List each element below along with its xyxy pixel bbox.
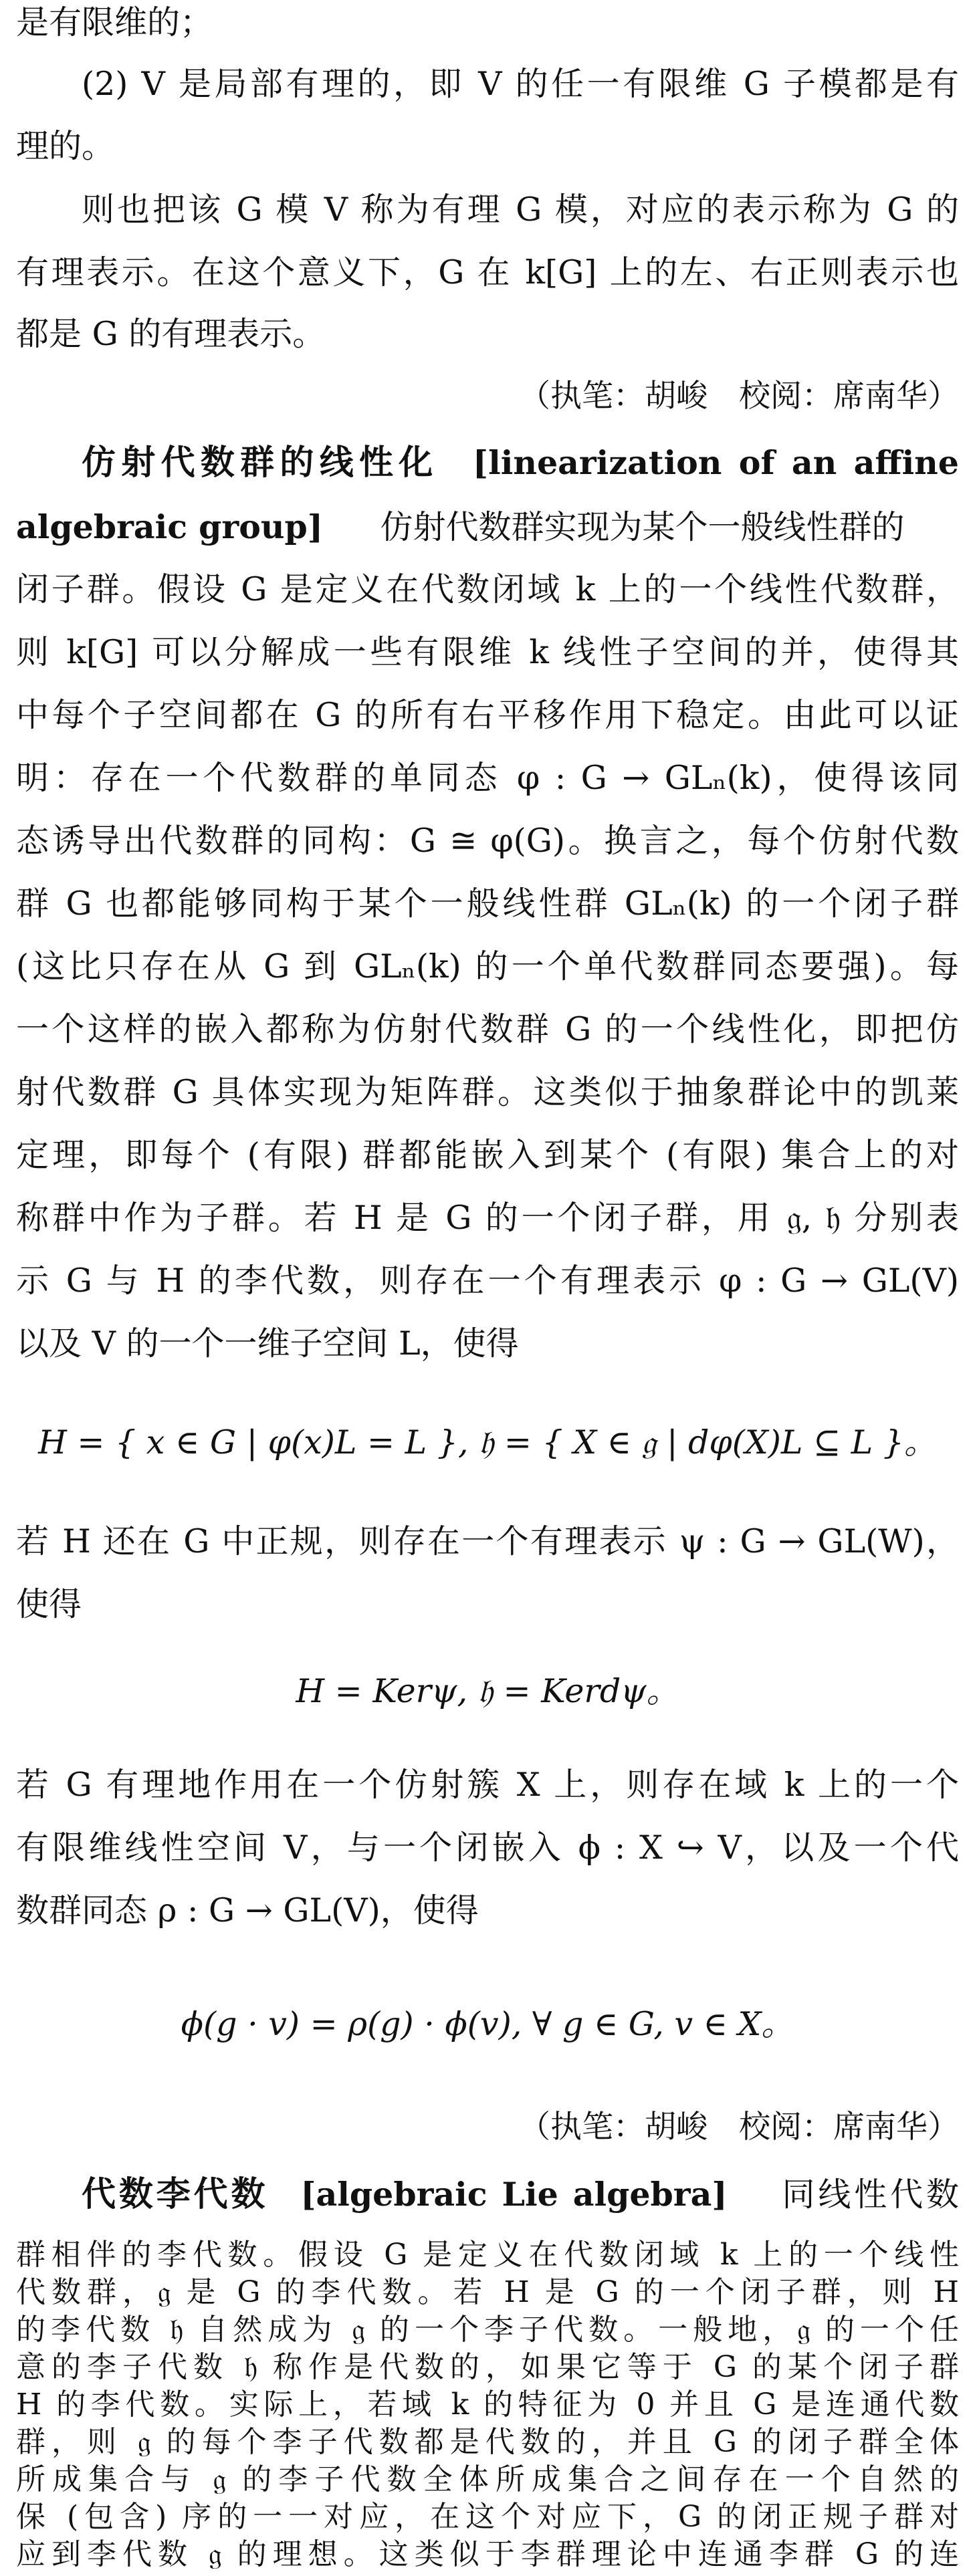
entry-heading bbox=[82, 2174, 959, 2214]
text-line: 一个这样的嵌入都称为仿射代数群 G 的一个线性化，即把仿 bbox=[16, 1010, 959, 1048]
text-span: 同线性代数 bbox=[782, 2176, 959, 2214]
text-line: 理的。 bbox=[16, 127, 115, 165]
text-line: 应到李代数 𝔤 的理想。这类似于李群理论中连通李群 G 的连 bbox=[16, 2537, 959, 2571]
entry-title-en-cont: algebraic group] bbox=[16, 507, 323, 546]
entry-title-en: [linearization of an affine bbox=[472, 443, 959, 482]
display-formula: ϕ(g · v) = ρ(g) · ϕ(v), ∀ g ∈ G, v ∈ X。 bbox=[181, 2005, 794, 2043]
entry-title-zh: 代数李代数 bbox=[82, 2175, 269, 2214]
text-line bbox=[16, 507, 959, 547]
text-line: 若 H 还在 G 中正规，则存在一个有理表示 ψ : G → GL(W)， bbox=[16, 1522, 959, 1560]
text-line: 明：存在一个代数群的单同态 φ : G → GLₙ(k)，使得该同 bbox=[16, 759, 959, 797]
text-line: 意的李子代数 𝔥 称作是代数的，如果它等于 G 的某个闭子群 bbox=[16, 2350, 959, 2384]
byline: （执笔：胡峻 校阅：席南华） bbox=[519, 378, 959, 415]
text-line: 以及 V 的一个一维子空间 L，使得 bbox=[16, 1324, 519, 1363]
text-line: 示 G 与 H 的李代数，则存在一个有理表示 φ : G → GL(V) bbox=[16, 1262, 959, 1300]
text-line: 态诱导出代数群的同构：G ≅ φ(G)。换言之，每个仿射代数 bbox=[16, 822, 959, 860]
text-line: 代数群，𝔤 是 G 的李代数。若 H 是 G 的一个闭子群，则 H bbox=[16, 2275, 959, 2309]
text-line: 中每个子空间都在 G 的所有右平移作用下稳定。由此可以证 bbox=[16, 696, 959, 734]
text-line: H 的李代数。实际上，若域 k 的特征为 0 并且 G 是连通代数 bbox=[16, 2387, 959, 2422]
text-span: 仿射代数群实现为某个一般线性群的 bbox=[380, 508, 905, 546]
text-line: 射代数群 G 具体实现为矩阵群。这类似于抽象群论中的凯莱 bbox=[16, 1073, 959, 1111]
text-line: 定理，即每个 (有限) 群都能嵌入到某个 (有限) 集合上的对 bbox=[16, 1136, 959, 1174]
display-formula: H = Kerψ, 𝔥 = Kerdψ。 bbox=[296, 1672, 679, 1710]
text-line: 是有限维的； bbox=[16, 3, 213, 41]
text-line: (这比只存在从 G 到 GLₙ(k) 的一个单代数群同态要强)。每 bbox=[16, 947, 959, 985]
text-line: 称群中作为子群。若 H 是 G 的一个闭子群，用 𝔤, 𝔥 分别表 bbox=[16, 1199, 959, 1237]
text-line: 则也把该 G 模 V 称为有理 G 模，对应的表示称为 G 的 bbox=[82, 191, 959, 229]
text-line: 有理表示。在这个意义下，G 在 k[G] 上的左、右正则表示也 bbox=[16, 253, 959, 291]
byline: （执笔：胡峻 校阅：席南华） bbox=[519, 2109, 959, 2145]
text-line: 都是 G 的有理表示。 bbox=[16, 315, 326, 353]
text-line: 则 k[G] 可以分解成一些有限维 k 线性子空间的并，使得其 bbox=[16, 633, 959, 671]
text-line: 的李代数 𝔥 自然成为 𝔤 的一个李子代数。一般地，𝔤 的一个任 bbox=[16, 2313, 959, 2347]
text-line: 群，则 𝔤 的每个李子代数都是代数的，并且 G 的闭子群全体 bbox=[16, 2425, 959, 2459]
text-line: 保 (包含) 序的一一对应，在这个对应下，G 的闭正规子群对 bbox=[16, 2500, 959, 2534]
display-formula: H = { x ∈ G | φ(x)L = L }, 𝔥 = { X ∈ 𝔤 | dφ(X)L ⊆ L }。 bbox=[38, 1423, 937, 1461]
text-line: 使得 bbox=[16, 1585, 82, 1623]
text-line: 数群同态 ρ : G → GL(V)，使得 bbox=[16, 1891, 479, 1929]
text-line: 群 G 也都能够同构于某个一般线性群 GLₙ(k) 的一个闭子群 bbox=[16, 885, 959, 923]
text-line: 群相伴的李代数。假设 G 是定义在代数闭域 k 上的一个线性 bbox=[16, 2238, 959, 2272]
text-line: 所成集合与 𝔤 的李子代数全体所成集合之间存在一个自然的 bbox=[16, 2462, 959, 2496]
text-line: 若 G 有理地作用在一个仿射簇 X 上，则存在域 k 上的一个 bbox=[16, 1766, 959, 1804]
entry-title-en: [algebraic Lie algebra] bbox=[300, 2175, 728, 2214]
text-line: 闭子群。假设 G 是定义在代数闭域 k 上的一个线性代数群， bbox=[16, 570, 959, 608]
entry-title-zh: 仿射代数群的线性化 bbox=[82, 443, 439, 483]
text-line: 有限维线性空间 V，与一个闭嵌入 ϕ : X ↪ V，以及一个代 bbox=[16, 1829, 959, 1867]
entry-heading bbox=[82, 443, 959, 483]
text-line: (2) V 是局部有理的，即 V 的任一有限维 G 子模都是有 bbox=[82, 65, 959, 103]
